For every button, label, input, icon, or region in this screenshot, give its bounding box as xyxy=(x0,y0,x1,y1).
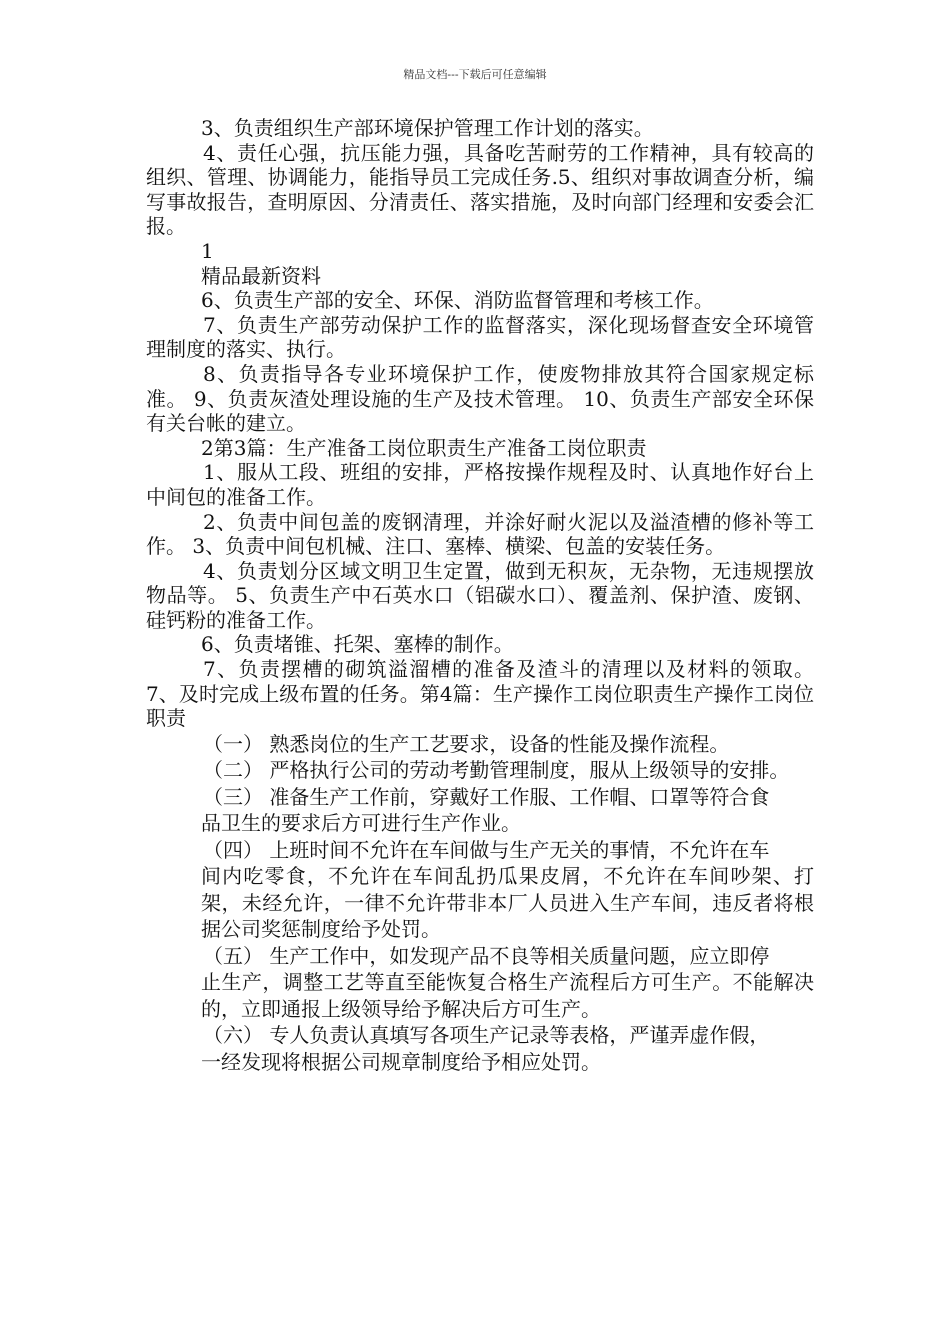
document-body xyxy=(146,116,814,1075)
page-number: 1 xyxy=(201,238,214,263)
paragraph: （五） 生产工作中，如发现产品不良等相关质量问题，应立即停 xyxy=(203,943,770,968)
paragraph: 间内吃零食，不允许在车间乱扔瓜果皮屑，不允许在车间吵架、打架，未经允许，一律不允许带非本厂人员进入生产车间，违反者将根据公司奖惩制度给予处罚。 xyxy=(201,864,814,942)
section-heading: 2第3篇：生产准备工岗位职责生产准备工岗位职责 xyxy=(201,435,647,460)
page-header: 精品文档---下载后可任意编辑 xyxy=(403,68,547,81)
paragraph: （三） 准备生产工作前，穿戴好工作服、工作帽、口罩等符合食 xyxy=(203,784,770,809)
paragraph: 4、责任心强，抗压能力强，具备吃苦耐劳的工作精神，具有较高的组织、管理、协调能力，能指导员工完成任务.5、组织对事故调查分析，编写事故报告，查明原因、分清责任、落实措施，及时向部门经理和安委会汇报。 xyxy=(146,140,814,239)
paragraph: 3、负责组织生产部环境保护管理工作计划的落实。 xyxy=(201,116,654,140)
paragraph: 品卫生的要求后方可进行生产作业。 xyxy=(201,811,521,836)
paragraph: （二） 严格执行公司的劳动考勤管理制度，服从上级领导的安排。 xyxy=(203,758,790,783)
paragraph: 一经发现将根据公司规章制度给予相应处罚。 xyxy=(201,1049,601,1074)
paragraph: （一） 熟悉岗位的生产工艺要求，设备的性能及操作流程。 xyxy=(203,731,730,756)
paragraph: 7、负责生产部劳动保护工作的监督落实，深化现场督查安全环境管理制度的落实、执行。 xyxy=(146,312,814,362)
paragraph: 6、负责堵锥、托架、塞棒的制作。 xyxy=(201,632,514,657)
paragraph: 1、服从工段、班组的安排，严格按操作规程及时、认真地作好台上中间包的准备工作。 xyxy=(146,460,814,509)
paragraph: 7、负责摆槽的砌筑溢溜槽的准备及渣斗的清理以及材料的领取。 7、及时完成上级布置的任务。第4篇：生产操作工岗位职责生产操作工岗位职责 xyxy=(146,657,814,731)
paragraph: 8、负责指导各专业环境保护工作，使废物排放其符合国家规定标准。 9、负责灰渣处理设施的生产及技术管理。 10、负责生产部安全环保有关台帐的建立。 xyxy=(146,361,814,436)
paragraph: 4、负责划分区域文明卫生定置，做到无积灰，无杂物，无违规摆放物品等。 5、负责生产中石英水口（铝碳水口）、覆盖剂、保护渣、废钢、硅钙粉的准备工作。 xyxy=(146,558,814,632)
paragraph: （六） 专人负责认真填写各项生产记录等表格，严谨弄虚作假， xyxy=(203,1023,770,1048)
paragraph: 6、负责生产部的安全、环保、消防监督管理和考核工作。 xyxy=(201,288,714,313)
paragraph: 精品最新资料 xyxy=(201,263,321,288)
paragraph: 2、负责中间包盖的废钢清理，并涂好耐火泥以及溢渣槽的修补等工作。 3、负责中间包机械、注口、塞棒、横梁、包盖的安装任务。 xyxy=(146,509,814,559)
paragraph: （四） 上班时间不允许在车间做与生产无关的事情，不允许在车 xyxy=(203,837,770,862)
paragraph: 止生产，调整工艺等直至能恢复合格生产流程后方可生产。不能解决的，立即通报上级领导给予解决后方可生产。 xyxy=(201,970,814,1021)
